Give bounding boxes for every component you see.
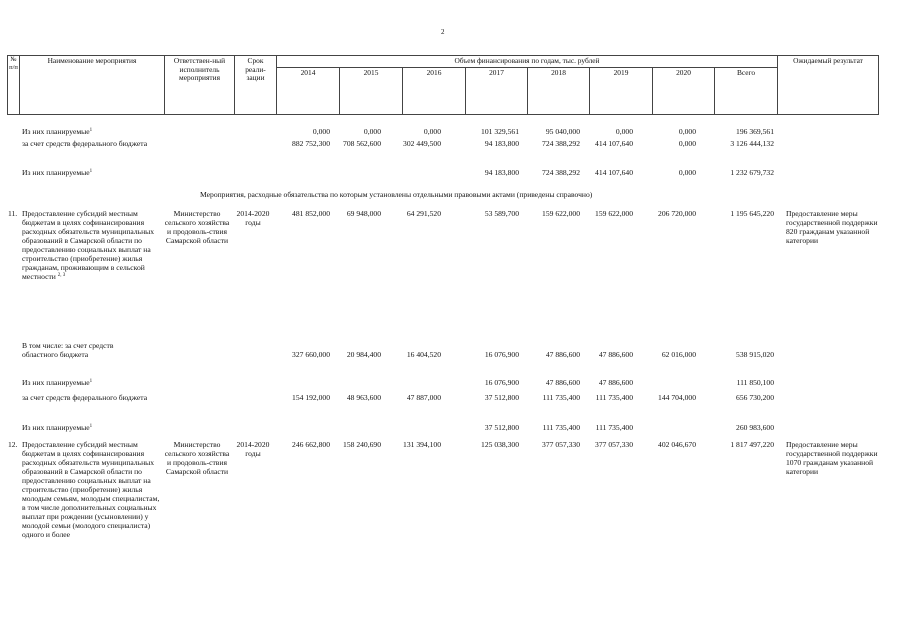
cell: 882 752,300 xyxy=(292,139,330,148)
item-number: 12. xyxy=(8,440,18,449)
cell: 64 291,520 xyxy=(406,209,441,218)
page-mark: 2 xyxy=(441,28,445,36)
cell: 48 963,600 xyxy=(346,393,381,402)
cell: 47 886,600 xyxy=(545,378,580,387)
cell: 724 388,292 xyxy=(542,168,580,177)
row-label: Из них планируемые$^1$ xyxy=(22,168,93,177)
cell: 159 622,000 xyxy=(542,209,580,218)
row-label: Из них планируемые$^1$ xyxy=(22,378,93,387)
cell: 377 057,330 xyxy=(595,440,633,449)
cell: 111 735,400 xyxy=(595,393,633,402)
cell: 53 589,700 xyxy=(484,209,519,218)
header-term: Срок реали-зации xyxy=(235,56,277,115)
row-label: за счет средств федерального бюджета xyxy=(22,393,148,402)
cell: 260 983,600 xyxy=(736,423,774,432)
item-responsible: Министерство сельского хозяйства и продоволь-ствия Самарской области xyxy=(164,209,230,245)
cell: 16 076,900 xyxy=(484,350,519,359)
cell: 159 622,000 xyxy=(595,209,633,218)
header-responsible: Ответствен-ный исполнитель мероприятия xyxy=(165,56,235,115)
cell: 62 016,000 xyxy=(661,350,696,359)
cell: 111 735,400 xyxy=(542,393,580,402)
cell: 158 240,690 xyxy=(343,440,381,449)
cell: 69 948,000 xyxy=(346,209,381,218)
cell: 111 735,400 xyxy=(595,423,633,432)
cell: 94 183,800 xyxy=(484,139,519,148)
cell: 0,000 xyxy=(678,168,696,177)
item-result: Предоставление меры государственной поддержки 820 гражданам указанной категории xyxy=(786,209,878,245)
cell: 47 887,000 xyxy=(406,393,441,402)
cell: 196 369,561 xyxy=(736,127,774,136)
row-label: Из них планируемые$^1$ xyxy=(22,423,93,432)
header-year: 2020 xyxy=(653,67,715,114)
cell: 20 984,400 xyxy=(346,350,381,359)
cell: 47 886,600 xyxy=(598,350,633,359)
header-year: 2015 xyxy=(340,67,403,114)
header-result: Ожидаемый результат xyxy=(778,56,879,115)
cell: 1 817 497,220 xyxy=(730,440,774,449)
item-number: 11. xyxy=(8,209,18,218)
row-label: Из них планируемые$^1$ xyxy=(22,127,93,136)
cell: 37 512,800 xyxy=(484,423,519,432)
cell: 131 394,100 xyxy=(403,440,441,449)
cell: 414 107,640 xyxy=(595,139,633,148)
cell: 111 850,100 xyxy=(736,378,774,387)
item-name: Предоставление субсидий местным бюджетам в целях софинансирования расходных обязательств муниципальных образований в Самарской области по предоставлению социальных выплат на строительство (приобретение) жилья молодым семьям, молодым специалистам, в том числе дополнительных социальных выплат при рождении (усыновлении) у молодой семьи (молодого специалиста) одного и более xyxy=(22,440,160,539)
cell: 0,000 xyxy=(615,127,633,136)
item-term: 2014-2020 годы xyxy=(236,440,270,458)
header-table xyxy=(7,55,879,115)
cell: 0,000 xyxy=(678,127,696,136)
cell: 16 076,900 xyxy=(484,378,519,387)
cell: 538 915,020 xyxy=(736,350,774,359)
cell: 125 038,300 xyxy=(481,440,519,449)
header-year: 2018 xyxy=(528,67,590,114)
item-name: Предоставление субсидий местным бюджетам в целях софинансирования расходных обязательств муниципальных образований в Самарской области по предоставлению социальных выплат на строительство (приобретение) жилья гражданам, проживающим в сельской местности $^{2, 3}$ xyxy=(22,209,155,281)
cell: 154 192,000 xyxy=(292,393,330,402)
cell: 0,000 xyxy=(678,139,696,148)
header-num: № п/п xyxy=(8,56,20,115)
cell: 302 449,500 xyxy=(403,139,441,148)
row-label: В том числе: за счет средств областного бюджета xyxy=(22,341,114,359)
cell: 47 886,600 xyxy=(545,350,580,359)
cell: 206 720,000 xyxy=(658,209,696,218)
section-title: Мероприятия, расходные обязательства по которым установлены отдельными правовыми актами (приведены справочно) xyxy=(200,190,593,199)
cell: 16 404,520 xyxy=(406,350,441,359)
item-responsible: Министерство сельского хозяйства и продоволь-ствия Самарской области xyxy=(164,440,230,476)
cell: 0,000 xyxy=(363,127,381,136)
cell: 414 107,640 xyxy=(595,168,633,177)
cell: 37 512,800 xyxy=(484,393,519,402)
header-year: 2019 xyxy=(590,67,653,114)
cell: 1 232 679,732 xyxy=(730,168,774,177)
cell: 377 057,330 xyxy=(542,440,580,449)
cell: 0,000 xyxy=(423,127,441,136)
cell: 402 046,670 xyxy=(658,440,696,449)
cell: 246 662,800 xyxy=(292,440,330,449)
cell: 101 329,561 xyxy=(481,127,519,136)
cell: 111 735,400 xyxy=(542,423,580,432)
cell: 481 852,000 xyxy=(292,209,330,218)
header-year-total: Всего xyxy=(715,67,778,114)
item-term: 2014-2020 годы xyxy=(236,209,270,227)
row-label: за счет средств федерального бюджета xyxy=(22,139,148,148)
cell: 95 040,000 xyxy=(545,127,580,136)
cell: 3 126 444,132 xyxy=(730,139,774,148)
cell: 0,000 xyxy=(312,127,330,136)
cell: 1 195 645,220 xyxy=(730,209,774,218)
cell: 47 886,600 xyxy=(598,378,633,387)
header-year: 2017 xyxy=(466,67,528,114)
header-name: Наименование мероприятия xyxy=(20,56,165,115)
cell: 708 562,600 xyxy=(343,139,381,148)
header-year: 2014 xyxy=(277,67,340,114)
cell: 656 730,200 xyxy=(736,393,774,402)
cell: 724 388,292 xyxy=(542,139,580,148)
cell: 144 704,000 xyxy=(658,393,696,402)
cell: 327 660,000 xyxy=(292,350,330,359)
item-result: Предоставление меры государственной поддержки 1070 гражданам указанной категории xyxy=(786,440,878,476)
header-funding: Объем финансирования по годам, тыс. рублей xyxy=(277,56,778,68)
header-year: 2016 xyxy=(403,67,466,114)
cell: 94 183,800 xyxy=(484,168,519,177)
